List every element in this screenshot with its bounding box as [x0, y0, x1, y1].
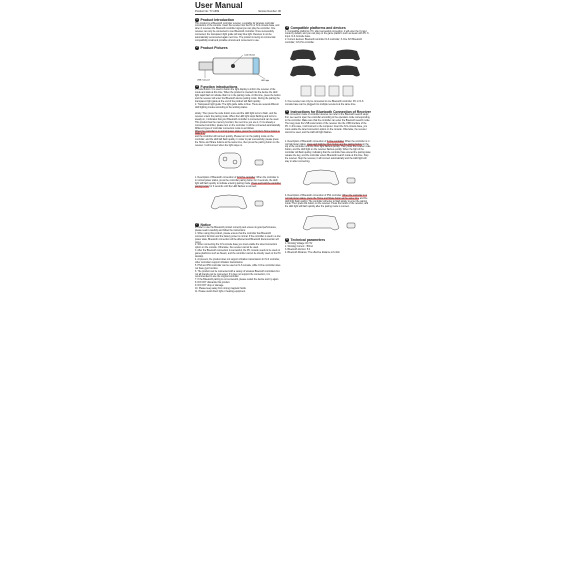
multi-receiver-picture: [285, 83, 371, 99]
instructions-text: The connection mode of controller devices can refer to the Bluetooth search steps; first, we need to open the controller according to the operation mode corresponding to the controller. Make sure that the controller can enter the Bluetooth search mode. The long press the USB code button of the receiver into the USB interface of the PC. In this case, it will connect to the computer. Insert the N-S console base, you must enable the wired connection option on the console. Otherwise, the receiver cannot be used, and the LED will light flashes.: [285, 114, 371, 134]
intro-text: This product is a Bluetooth controller receiver, a suitable for wireless controller connection of the console. Insert the receiver into the PC or N-S console base, and when it receives the Bluetooth controller signal you can play the controller. One receiver can only be connected to one Bluetooth controller. Once successfully connected, the transparent light guide will stay blue light. Receiver is not be automatically reconnected again next time. The product is loving to commercial compatibility small and portable utmosts and convenient to use.: [195, 22, 280, 42]
ns-pro-desc-tail-2: for 3 seconds until the LED flashes to connect.: [208, 185, 257, 188]
ns-pro-highlight-2: Press and hold the controller pairing button: [195, 182, 281, 188]
xone-desc-tail: on the top of the controller until the Xbox light flashes quickly. Then press the receiver code button, and the LED light on the receiver flashes quickly. When the light of the controller will flash quickly, indicating that the controller has entered the pairing state; release the key, and the controller enters Bluetooth search mode at this time. Stop the receiver. Stop the receiver, it will connect automatically and the LED light will stay on after connecting.: [285, 143, 372, 163]
ps4-picture: [285, 211, 371, 235]
section-number: 7: [196, 222, 198, 226]
compatible-text: 1. Compatible platforms: PC, after successful connection, it will enter the X-input mode by default, and you can play on the game platform such as steam with PC X-Input. N-S Console base. 2. Current devices: Bluetooth controller N-S controller; X-One S/X Bluetooth controller; N-S Pro controller.: [285, 30, 370, 45]
section-title: Technical parameters: [290, 238, 326, 243]
label-usb: USB male port: [197, 79, 211, 82]
section-title: Compatible platforms and devices: [290, 26, 346, 30]
section-number: 2: [196, 45, 198, 49]
right-column: [285, 0, 371, 254]
ps4-desc-tail: and the LED light flash quickly. The controller will enter to flash slowly to enter the pairing mode. Then press the button on the receiver. Press the button of the receiver, and the LED light will flash quickly after the pairing mode is connect.: [285, 197, 369, 209]
ps4-desc-start: 4. Description of Bluetooth connection of PS4 controller.: [285, 194, 342, 197]
ns-controller-image: [219, 153, 263, 168]
xone-description: [285, 138, 371, 164]
section-notice-heading: [195, 223, 281, 227]
section-number: 3: [196, 84, 198, 88]
section-title: Instructions for Bluetooth Connection of Receiver: [290, 109, 371, 114]
manual-page: [195, 0, 371, 566]
function-highlight: When the controller is in normal power status, press the controller's Home button to wake it up: [195, 130, 280, 136]
function-text-2-tail: and the controller will connect quickly. Please turn on the pairing mode on the controller, and the LED will flash quickly. In order to pair successfully, please press the Home and Share buttons at the same time, then press the pairing button on the receiver. It will connect when the light stays on.: [195, 136, 280, 148]
xone-highlight: X-One controller: [326, 140, 344, 143]
function-text-2: [195, 110, 281, 148]
xone-controller-image: [303, 170, 355, 185]
section-number: 1: [196, 18, 198, 21]
receiver-picture: [195, 52, 281, 82]
section-title: Product Introduction: [200, 18, 235, 22]
label-code-button: Code Button: [244, 54, 256, 57]
ns-pro-controller-image: [211, 195, 263, 209]
label-led: LED light: [261, 79, 270, 82]
ns-pro-picture: [195, 191, 281, 213]
notice-text: In order to use the Bluetooth product correctly and ensure its good performance, please read it carefully and follow the instructions: 1. When using this product, please ensure that the controller has Bluetooth connection function and the battery power is normal. If the controller is used in a low power state, Bluetooth connection will be affected and Bluetooth disconnection will occur. 2. When connecting the N-S console base you must enable the wired connection option on the console. Otherwise, the receiver cannot be used. 3. After the Bluetooth connection is successful, the PC console needs to be used on game platforms such as Steam, and the controller cannot be directly used on the PC desktop. 4. At present, the product does not support vibration transmission for N-S controller, other controllers support vibration transmission. 5. PS3 and PS4 controller can be used on N-S console, while X-One controller does not have gyro function. 6. The product can be connected with a variety of wireless Bluetooth controllers but not all brands can be connected. If it does not support the connection, it is recommended to use the original controller. 7. If the Bluetooth pairing is not successful, please restart the device and try again. 8. DO NOT dismantle this product. 9. DO NOT drop or damage. 10. Please keep away from strong magnetic fields. 11. Please avoid direct light or heating equipment.: [195, 227, 281, 293]
receivers-image: [301, 86, 353, 96]
function-text: 1. Code Button: It is used to button the light display to inform the receiver of the mode and stats at this time. When the product is inserted into the device the LED light rapid flash to indicate that it is in the pairing mode. At this time, press the button and the receiver will enter the Bluetooth device pairing mode. During the pairing the transparent light guide at the end of the product will flash quickly. 2. Transparent light guide: The light guide cable is blue. There are several different LED lighting modes according to the working status.: [195, 89, 281, 109]
ns-controller-picture: [195, 150, 281, 172]
left-column: [195, 0, 281, 294]
xone-desc-start: 1. Description of Bluetooth connection of: [285, 140, 327, 143]
compatible-note: 3. One receiver can only be connected to one Bluetooth controller. PC or N-S console base can be plugged into multiple receivers at the same time.: [285, 101, 364, 106]
section-number: 4: [286, 26, 288, 29]
section-title: Function introductions: [200, 84, 238, 89]
section-title: Notice: [200, 222, 211, 227]
section-compatible-heading: [285, 26, 371, 30]
section-title: Product Pictures: [200, 45, 228, 50]
controller-icons: [290, 50, 360, 77]
ps4-highlight: When the controller is in normal power status, press the Home and Share button at the same time: [285, 194, 368, 200]
section-number: 5: [286, 109, 288, 113]
function-text-2-body: slowly. Then press the code button once and the LED light turns to flash, and the receiver enters the pairing mode. When the LED light stops flashing and turns to steady on, it indicates that your Bluetooth controller is connected and can be used. This product has the memory function; the next time you use it, if it is already a connected controller, please turn on the controller. It will be connected automatically. Different types of controller connection mode is as follows:: [195, 113, 281, 130]
section-intro-heading: [195, 18, 281, 22]
technical-items: 1. Working Voltage: DC 5V 2. Working Current: <50mA 3. Bluetooth Version: 5.0 4. Bluetooth Distance: The effective distance is 6-10m: [285, 242, 340, 254]
ps4-controller-image: [303, 216, 355, 231]
ns-pro-description: [195, 174, 281, 189]
ns-pro-desc-tail: : When the controller is in normal power status, press the controller pairing button for 3 seconds, the LED light will flash quickly to indicate entering pairing mode.: [195, 176, 279, 185]
version-number: Version Number: 00: [258, 10, 281, 13]
ps4-description: [285, 192, 371, 209]
manual-meta: [195, 10, 281, 15]
section-technical-heading: [285, 238, 371, 242]
ns-pro-desc-start: 1. Description of Bluetooth connection of: [195, 176, 237, 179]
xone-desc-mid: : When the controller is in normal power status,: [285, 140, 370, 146]
product-number: Product No: TY-1669: [195, 10, 220, 13]
manual-title: User Manual: [195, 1, 243, 10]
section-number: 6: [286, 238, 288, 242]
ns-pro-highlight: N-S Pro controller: [236, 176, 256, 179]
section-pictures-heading: [195, 46, 281, 50]
xone-highlight-2: press and hold the Xbox button and the pairing button: [306, 143, 362, 146]
compatible-controllers-picture: [285, 47, 371, 81]
xone-picture: [285, 166, 371, 190]
